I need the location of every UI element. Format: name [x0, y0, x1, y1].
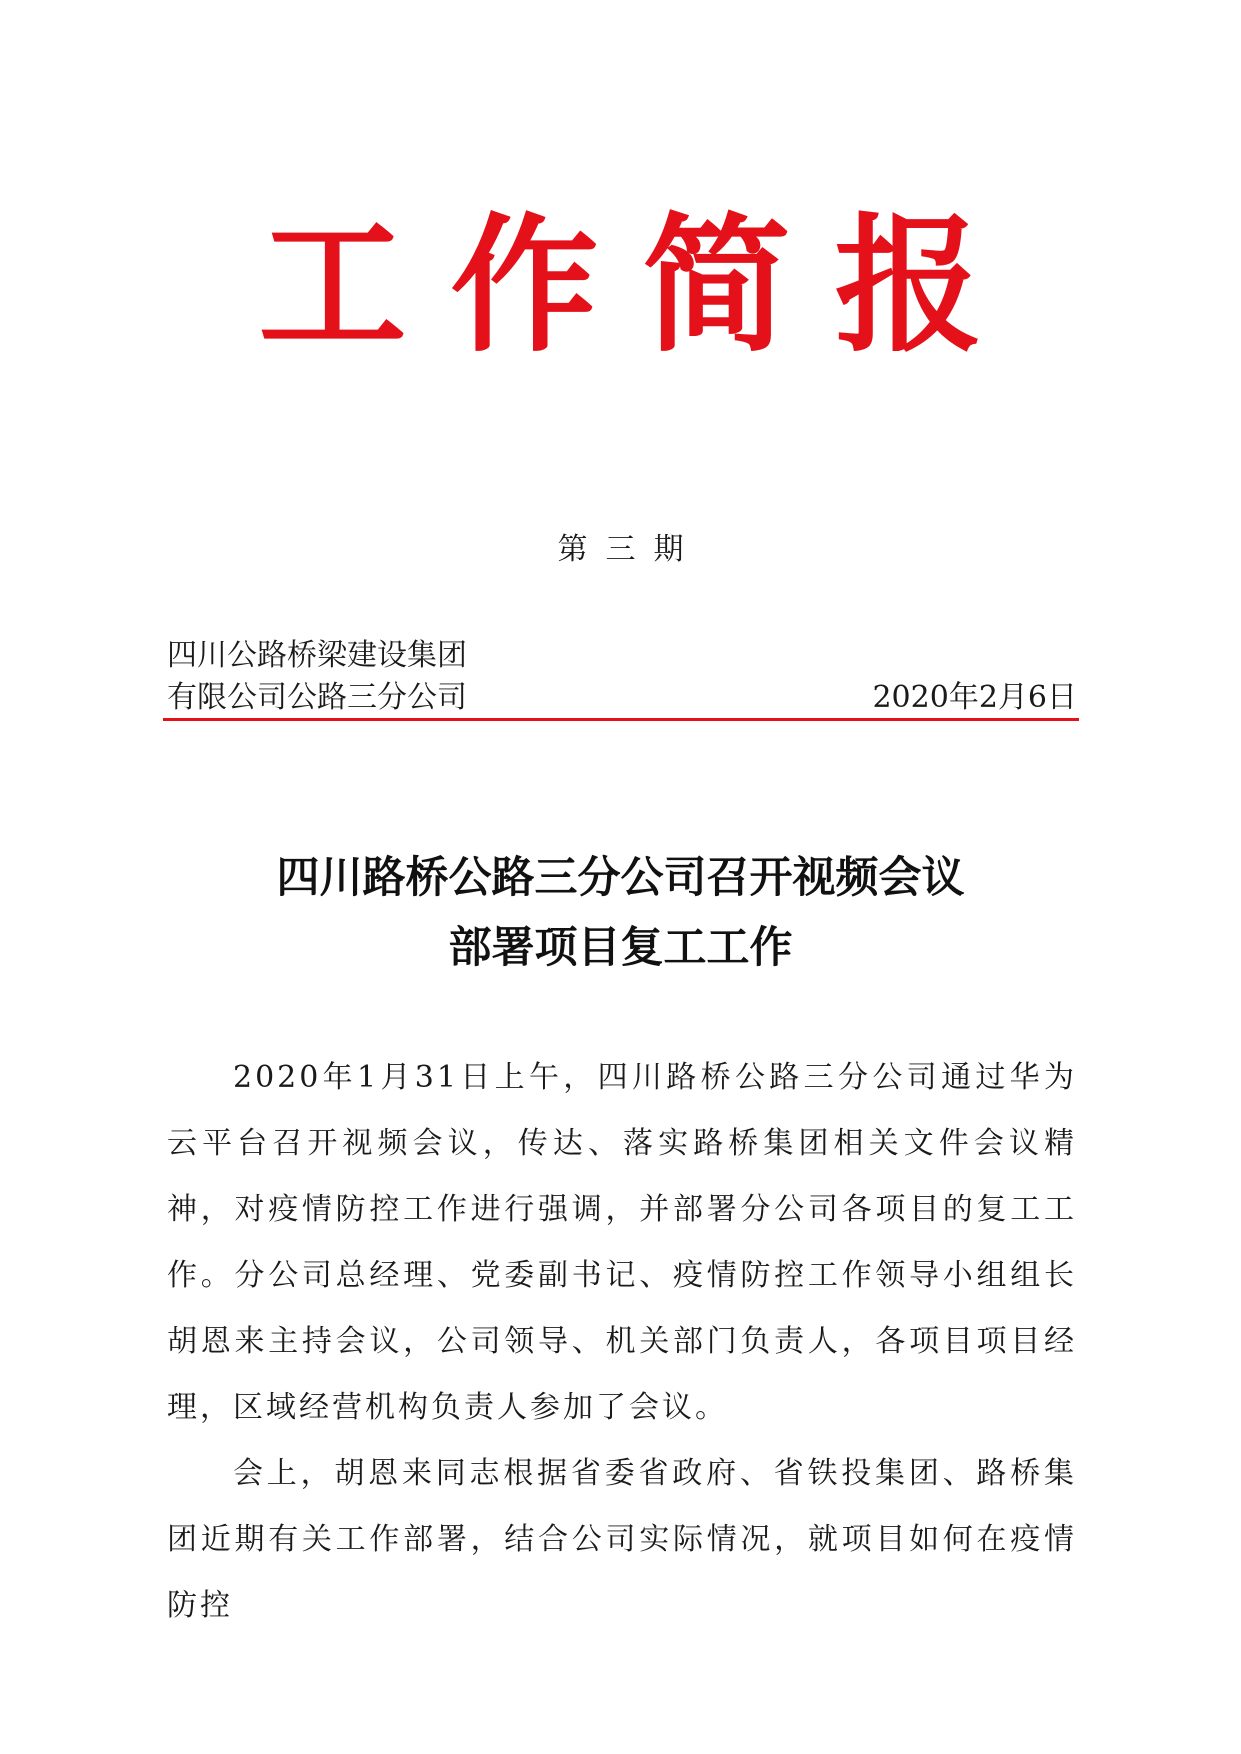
issuer-name-line-2: 有限公司公路三分公司 — [167, 680, 467, 715]
red-divider-rule — [163, 718, 1079, 721]
article-title — [0, 843, 1241, 983]
issuer-line-1 — [167, 635, 1077, 677]
body-paragraph-2: 会上，胡恩来同志根据省委省政府、省铁投集团、路桥集团近期有关工作部署，结合公司实际情况，就项目如何在疫情防控 — [167, 1456, 1077, 1623]
article-title-line-1: 四川路桥公路三分公司召开视频会议 — [276, 853, 965, 903]
issue-number: 第三期 — [557, 532, 702, 567]
issuer-block — [167, 635, 1077, 719]
issuer-line-2 — [167, 677, 1077, 719]
masthead-title: 工作简报 — [258, 198, 1027, 372]
body-paragraph-1: 2020年1月31日上午，四川路桥公路三分公司通过华为云平台召开视频会议，传达、落实路桥集团相关文件会议精神，对疫情防控工作进行强调，并部署分公司各项目的复工工作。分公司总经理、党委副书记、疫情防控工作领导小组组长胡恩来主持会议，公司领导、机关部门负责人，各项目项目经理，区域经营机构负责人参加了会议。 — [167, 1060, 1077, 1425]
issue-date: 2020年2月6日 — [872, 680, 1077, 715]
issuer-name-line-1: 四川公路桥梁建设集团 — [167, 638, 467, 673]
article-body — [167, 1045, 1077, 1639]
article-title-line-2: 部署项目复工工作 — [448, 923, 793, 973]
